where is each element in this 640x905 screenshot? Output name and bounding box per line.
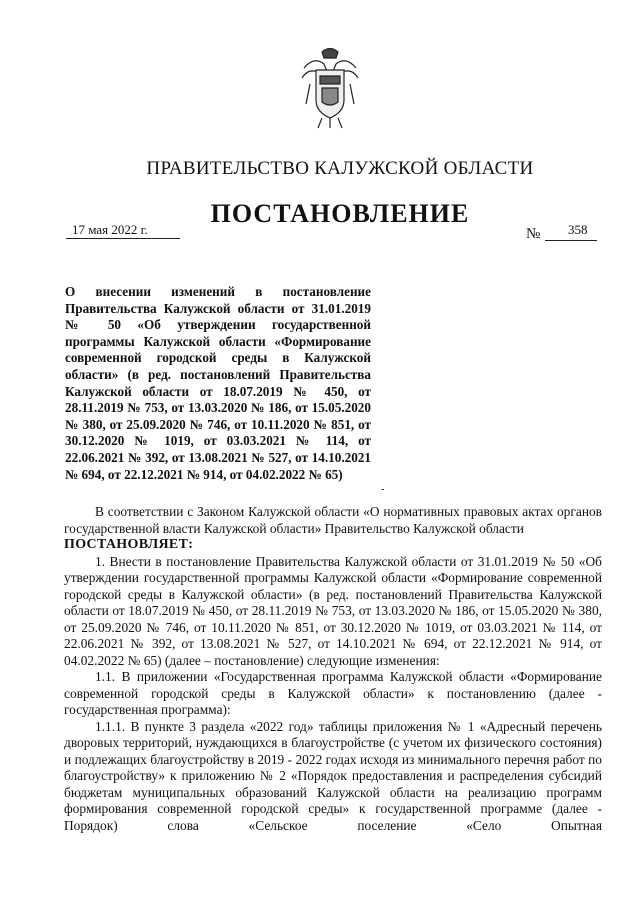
coat-of-arms-emblem-icon (300, 44, 360, 130)
document-date: 17 мая 2022 г. (72, 222, 148, 237)
document-subject: О внесении изменений в постановление Правительства Калужской области от 31.01.2019 № 50 «Об утверждении государственной программы Калужской области «Формирование современной городской среды в Калужской области» (в ред. постановлений Правительства Калужской области от 18.07.2019 № 450, от 28.11.2019 № 753, от 13.03.2020 № 186, от 15.05.2020 № 380, от 25.09.2020 № 746, от 10.11.2020 № 851, от 30.12.2020 № 1019, от 03.03.2021 № 114, от 22.06.2021 № 392, от 13.08.2021 № 527, от 14.10.2021 № 694, от 22.12.2021 № 914, от 04.02.2022 № 65) (65, 284, 371, 482)
document-number: 358 (568, 222, 588, 237)
number-label: № (526, 226, 541, 242)
item-1-1-paragraph: 1.1. В приложении «Государственная программа Калужской области «Формирование современной городской среды в Калужской области» к постановлению (далее - государственная программа): (64, 669, 602, 717)
resolves-heading: ПОСТАНОВЛЯЕТ: (64, 537, 194, 552)
mark-dot: - (381, 484, 385, 495)
preamble-paragraph: В соответствии с Законом Калужской области «О нормативных правовых актах органов государственной власти Калужской области» Правительство Калужской области (64, 504, 602, 536)
organization-title: ПРАВИТЕЛЬСТВО КАЛУЖСКОЙ ОБЛАСТИ (146, 158, 534, 179)
item-1-paragraph: 1. Внести в постановление Правительства Калужской области от 31.01.2019 № 50 «Об утверждении государственной программы Калужской области «Формирование современной городской среды в Калужской области» (в ред. постановлений Правительства Калужской области от 18.07.2019 № 450, от 28.11.2019 № 753, от 13.03.2020 № 186, от 15.05.2020 № 380, от 25.09.2020 № 746, от 10.11.2020 № 851, от 30.12.2020 № 1019, от 03.03.2021 № 114, от 22.06.2021 № 392, от 13.08.2021 № 527, от 14.10.2021 № 694, от 22.12.2021 № 914, от 04.02.2022 № 65) (далее – постановление) следующие изменения: (64, 553, 602, 668)
item-1-1-1-paragraph: 1.1.1. В пункте 3 раздела «2022 год» таблицы приложения № 1 «Адресный перечень дворовых территорий, нуждающихся в благоустройстве (с учетом их физического состояния) и подлежащих благоустройству в 2019 - 2022 годах исходя из минимального перечня работ по благоустройству» к приложению № 2 «Порядок предоставления и распределения субсидий бюджетам муниципальных образований Калужской области на реализацию программ формирования современной городской среды» к государственной программе (далее - Порядок) слова «Сельское поселение «Село Опытная (64, 718, 602, 833)
document-type-title: ПОСТАНОВЛЕНИЕ (210, 199, 470, 228)
document-body (64, 504, 602, 834)
number-underline (545, 240, 597, 241)
date-underline (66, 238, 180, 239)
